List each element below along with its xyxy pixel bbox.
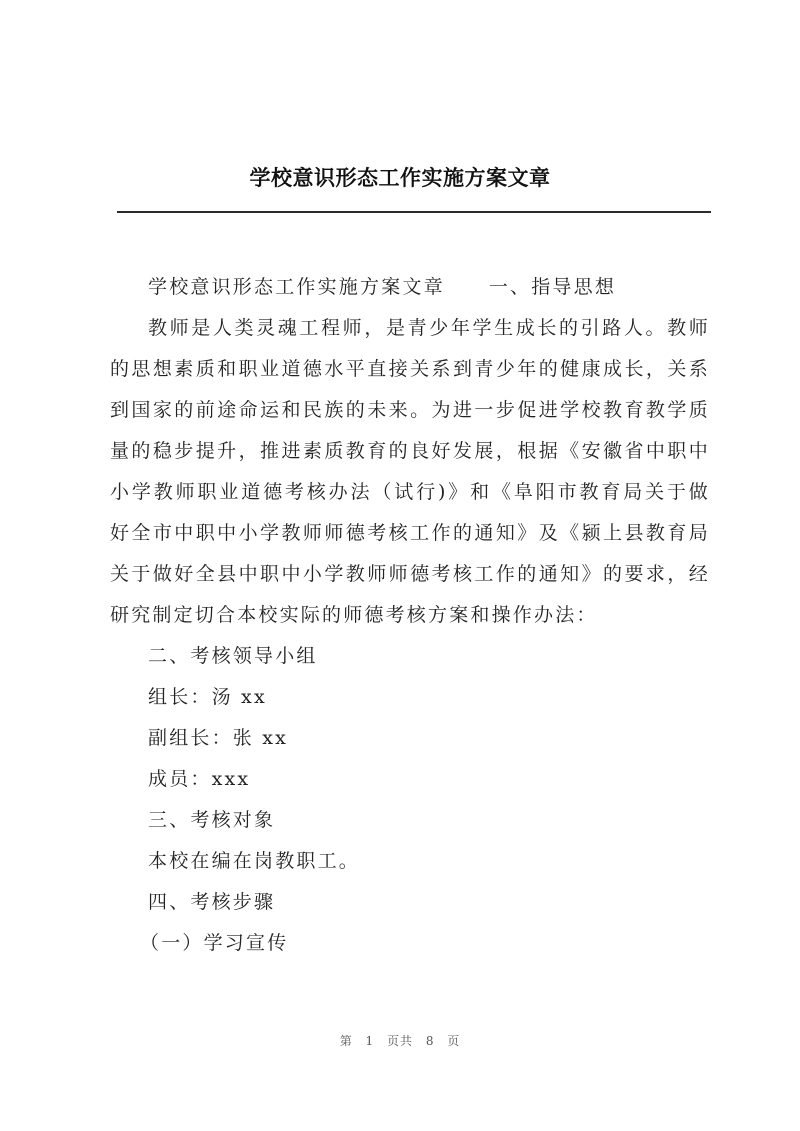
title-divider bbox=[117, 211, 711, 213]
step-heading-study-publicity: （一）学习宣传 bbox=[140, 932, 289, 954]
section-heading-assessment-steps: 四、考核步骤 bbox=[148, 891, 276, 913]
targets-line: 本校在编在岗教职工。 bbox=[148, 850, 361, 872]
intro-title: 学校意识形态工作实施方案文章 bbox=[148, 276, 445, 298]
members-line: 成员：xxx bbox=[148, 768, 251, 790]
leader-line: 组长：汤 xx bbox=[148, 686, 267, 708]
section-heading-guiding-ideology: 一、指导思想 bbox=[488, 276, 617, 298]
section-heading-leadership-group: 二、考核领导小组 bbox=[148, 645, 318, 667]
deputy-leader-line: 副组长：张 xx bbox=[148, 727, 289, 749]
section-heading-assessment-targets: 三、考核对象 bbox=[148, 809, 276, 831]
document-body bbox=[110, 267, 710, 964]
paragraph-guiding-ideology: 教师是人类灵魂工程师，是青少年学生成长的引路人。教师的思想素质和职业道德水平直接关系到青少年的健康成长，关系到国家的前途命运和民族的未来。为进一步促进学校教育教学质量的稳步提升，推进素质教育的良好发展，根据《安徽省中职中小学教师职业道德考核办法（试行)》和《阜阳市教育局关于做好全市中职中小学教师师德考核工作的通知》及《颍上县教育局关于做好全县中职中小学教师师德考核工作的通知》的要求，经研究制定切合本校实际的师德考核方案和操作办法： bbox=[110, 317, 710, 626]
page-number-footer: 第 1 页共 8 页 bbox=[339, 1034, 461, 1048]
intro-line bbox=[110, 267, 710, 308]
document-title: 学校意识形态工作实施方案文章 bbox=[249, 165, 551, 190]
